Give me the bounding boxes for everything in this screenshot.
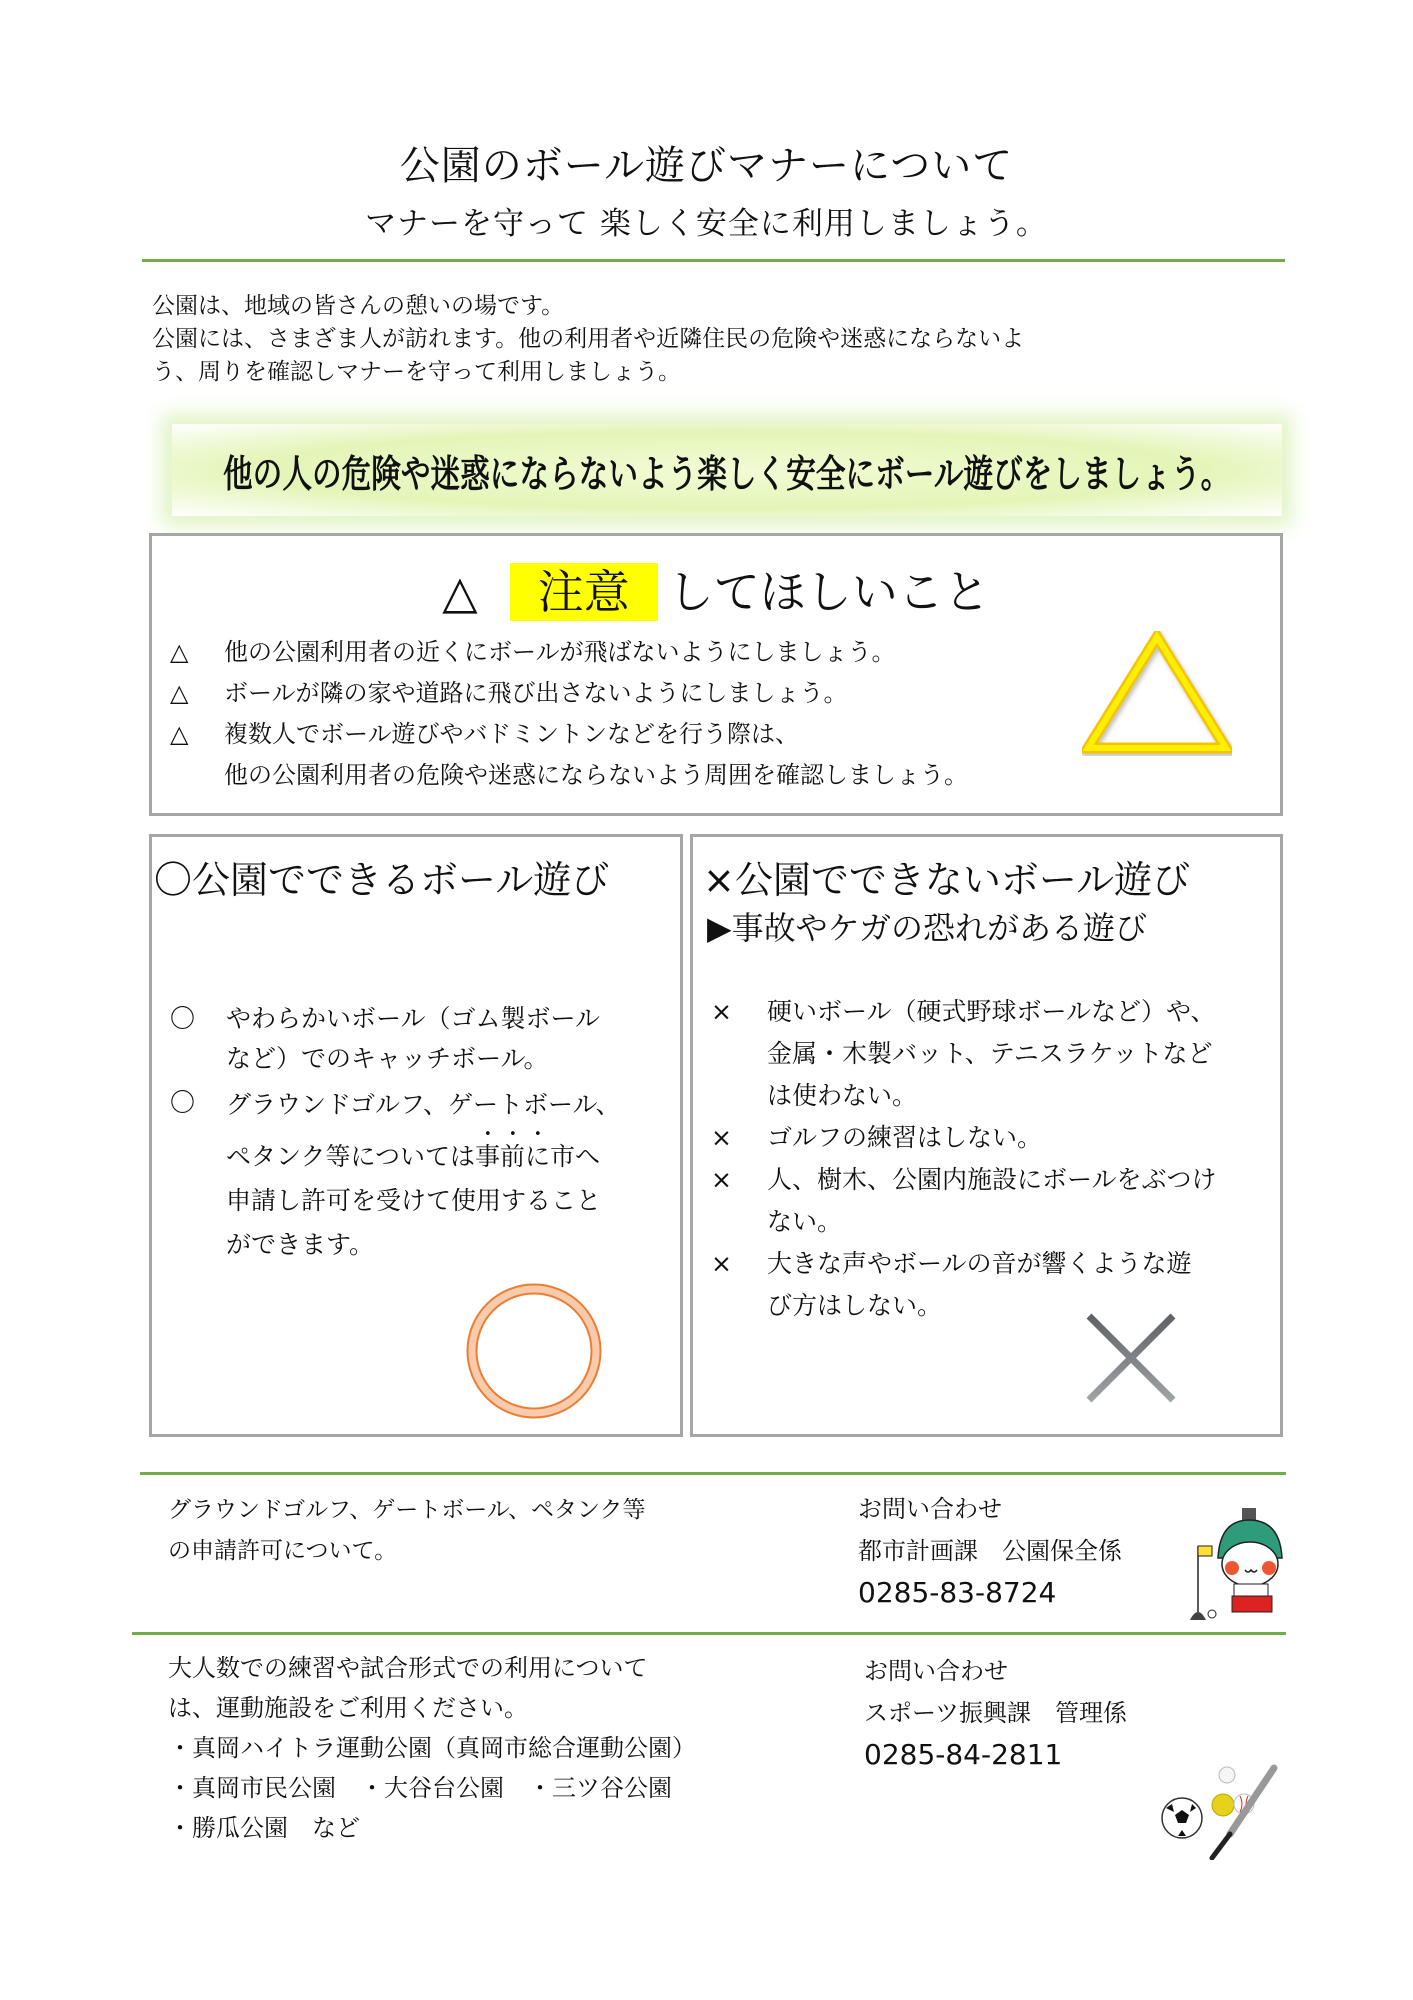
list-item [170,999,670,1079]
list-item-text: は使わない。 [767,1081,918,1110]
info-text: 大人数での練習や試合形式での利用について [168,1654,648,1682]
divider-lower [132,1632,1286,1635]
list-item-indent [170,755,224,796]
sports-balls-icon [1160,1760,1280,1860]
intro-line: 公園には、さまざま人が訪れます。他の利用者や近隣住民の危険や迷惑にならないよ [152,326,1025,352]
contact-phone: 0285-84-2811 [864,1738,1063,1771]
list-item-text: やわらかいボール（ゴム製ボール [226,1004,601,1033]
contact-label: お問い合わせ [864,1657,1008,1685]
prohibited-subheading: ▶事故やケガの恐れがある遊び [707,909,1147,947]
contact-phone: 0285-83-8724 [858,1576,1057,1609]
prohibited-heading: ×公園でできないボール遊び [703,858,1191,902]
list-item-text: 硬いボール（硬式野球ボールなど）や、 [767,997,1216,1026]
cross-ng-icon [1083,1310,1179,1406]
list-item-text: ゴルフの練習はしない。 [767,1123,1043,1152]
triangle-bullet-icon: △ [170,679,189,707]
list-item [170,673,968,714]
allowed-box [149,834,683,1437]
facility-item: ・真岡ハイトラ運動公園（真岡市総合運動公園） [168,1734,696,1762]
triangle-icon: △ [442,565,478,619]
list-item [711,991,1281,1117]
caution-heading [152,556,1280,622]
page-title: 公園のボール遊びマナーについて [399,143,1014,189]
list-item [170,755,968,796]
list-item-text: 大きな声やボールの音が響くような遊 [767,1249,1192,1278]
prohibited-list [711,991,1281,1327]
page-subtitle: マナーを守って 楽しく安全に利用しましょう。 [365,206,1048,242]
circle-bullet-icon: 〇 [170,1004,196,1033]
caution-list [170,632,968,796]
cross-bullet-icon: × [711,1165,732,1194]
list-item-text: 金属・木製バット、テニスラケットなど [767,1039,1213,1068]
caution-heading-text: してほしいこと [667,565,990,619]
caution-highlight: 注意 [510,563,658,621]
text-segment: ペタンク等については [226,1142,476,1171]
list-item-text: 申請し許可を受けて使用すること [226,1186,602,1215]
facility-item: ・真岡市民公園 ・大谷台公園 ・三ツ谷公園 [168,1774,672,1802]
list-item [711,1117,1281,1159]
sports-facility-info [168,1648,696,1848]
list-item [170,632,968,673]
contact-department: 都市計画課 公園保全係 [858,1537,1122,1565]
text-segment: 市へ [550,1142,601,1171]
list-item-text: 他の公園利用者の危険や迷惑にならないよう周囲を確認しましょう。 [224,761,968,789]
divider-top [142,259,1285,262]
caution-box [149,533,1283,816]
intro-text [152,290,1272,389]
list-item-text: 人、樹木、公園内施設にボールをぶつけ [767,1165,1217,1194]
contact-department: スポーツ振興課 管理係 [864,1699,1128,1727]
list-item-text: グラウンドゴルフ、ゲートボール、 [226,1090,621,1119]
cross-bullet-icon: × [711,997,732,1026]
list-item-text: ができます。 [226,1230,375,1259]
info-text: は、運動施設をご利用ください。 [168,1694,528,1722]
list-item [711,1159,1281,1243]
mascot-golf-icon [1190,1506,1290,1624]
info-text: の申請許可について。 [168,1538,398,1564]
facility-item: ・勝瓜公園 など [168,1814,360,1842]
circle-bullet-icon: 〇 [170,1088,196,1117]
prohibited-box [690,834,1283,1437]
allowed-list [170,999,670,1267]
divider-middle [140,1472,1286,1475]
list-item-text: び方はしない。 [767,1291,943,1320]
list-item [170,1083,670,1267]
info-text: グラウンドゴルフ、ゲートボール、ペタンク等 [168,1497,646,1523]
circle-ok-icon [466,1283,602,1419]
list-item-text: 他の公園利用者の近くにボールが飛ばないようにしましょう。 [224,638,896,666]
warning-triangle-icon [1082,631,1232,756]
slogan-banner [172,424,1282,516]
list-item-text: ボールが隣の家や道路に飛び出さないようにしましょう。 [224,679,848,707]
sports-contact [864,1650,1127,1776]
list-item-text: 複数人でボール遊びやバドミントンなどを行う際は、 [224,720,800,748]
cross-bullet-icon: × [711,1249,732,1278]
list-item-text: など）でのキャッチボール。 [226,1044,549,1073]
list-item [711,1243,1281,1327]
emphasized-text: 事前に [475,1142,551,1171]
slogan-text: 他の人の危険や迷惑にならないよう楽しく安全にボール遊びをしましょう。 [223,451,1231,496]
triangle-bullet-icon: △ [170,720,189,748]
intro-line: 公園は、地域の皆さんの憩いの場です。 [152,293,565,319]
triangle-bullet-icon: △ [170,638,189,666]
allowed-heading: 〇公園でできるボール遊び [154,858,610,902]
list-item-text [226,1127,621,1179]
cross-bullet-icon: × [711,1123,732,1152]
permit-contact [858,1488,1122,1614]
contact-label: お問い合わせ [858,1495,1002,1523]
intro-line: う、周りを確認しマナーを守って利用しましょう。 [152,359,681,385]
list-item-text: ない。 [767,1207,843,1236]
permit-info [168,1490,645,1572]
list-item [170,714,968,755]
